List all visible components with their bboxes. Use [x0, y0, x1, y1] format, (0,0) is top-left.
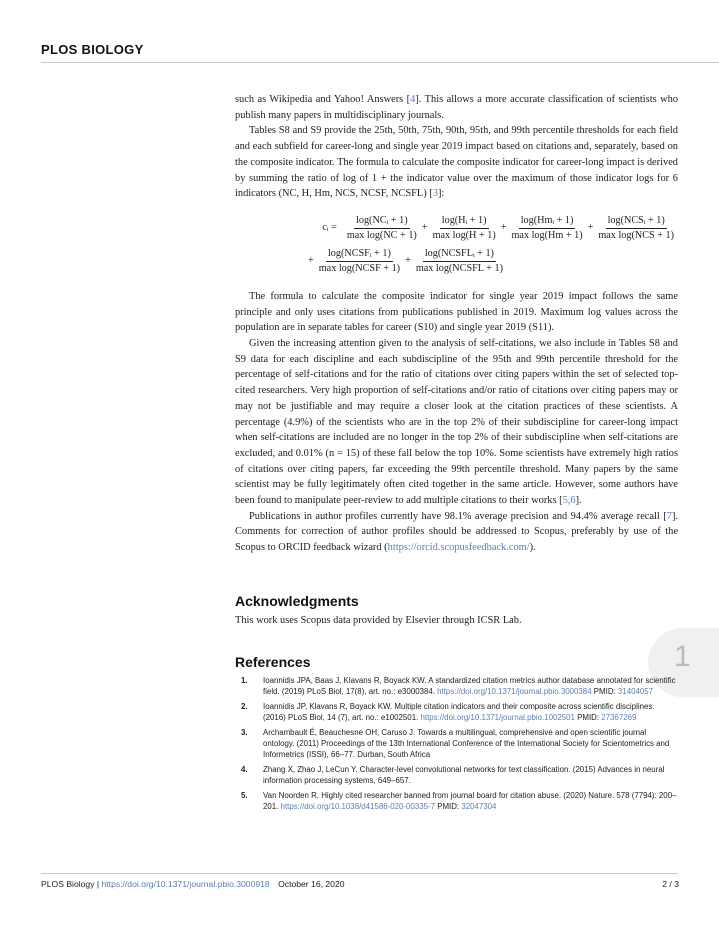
doi-link[interactable]: https://doi.org/10.1371/journal.pbio.1002501	[420, 712, 575, 722]
paragraph-4: Given the increasing attention given to the analysis of self-citations, we also include in Tables S8 and S9 data for each discipline and each subdiscipline of the 95th and 99th percentile threshold for the percentage of self-citations and for the ratio of citations over citing papers within the set of selected top-cited researchers. Very high proportion of self-citations and/or ratio of citations over citing papers may or may not be justifiable and may require a closer look at the citation practices of these scientists. A percentage (4.9%) of the scientists who are in the top 2% of their subdiscipline for career-long impact when self-citations are included are no longer in the top 2% of their subdiscipline when self-citations are excluded, and 0.01% (n = 15) of these fall below the top 10%. Some scientists have extremely high ratios of citations over citing papers, far exceeding the 99th percentile threshold. Many papers by the same scientist may be fully legitimately often cited together in the same article. However, some authors have been found to manipulate peer-review to add multiple citations to their works [5,6].	[235, 338, 678, 507]
paragraph-2: Tables S8 and S9 provide the 25th, 50th, 75th, 90th, 95th, and 99th percentile thresholds for each field and each subfield for career-long and single year 2019 impact based on citations and, separately, based on the composite indicator. The formula to calculate the composite indicator for career-long impact is derived by summing the ratio of log of 1 + the indicator value over the maximum of those indicator logs for 6 indicators (NC, H, Hm, NCS, NCSF, NCSFL) [3]:	[235, 125, 678, 200]
footer-divider	[41, 873, 678, 874]
doi-link[interactable]: https://doi.org/10.1038/d41586-020-00335-7	[280, 801, 435, 811]
composite-indicator-equation	[235, 215, 678, 275]
footer-journal: PLOS Biology |	[41, 879, 102, 889]
plus-sign: +	[421, 222, 428, 234]
plus-sign: +	[587, 222, 594, 234]
acknowledgments-heading: Acknowledgments	[235, 593, 359, 609]
reference-item: 2. Ioannidis JP, Klavans R, Boyack KW. Multiple citation indicators and their composite across scientific disciplines. (2016) PLoS Biol, 14 (7), art. no.: e1002501. https://doi.org/10.1371/journal.pbio.1002501 PMID: 27367269	[241, 702, 655, 722]
scopus-feedback-link[interactable]: https://orcid.scopusfeedback.com/	[387, 542, 530, 554]
equation-term: $\frac{\text{log(Hᵢ + 1)}}{\text{max log(H + 1)}}$	[432, 214, 496, 241]
pmid-link[interactable]: 27367269	[601, 712, 637, 722]
paragraph-5: Publications in author profiles currently have 98.1% average precision and 94.4% average recall [7]. Comments for correction of author profiles should be addressed to Scopus, preferably by use of the Scopus to ORCID feedback wizard (https://orcid.scopusfeedback.com/).	[235, 510, 678, 554]
reference-item: 5. Van Noorden R. Highly cited researcher banned from journal board for citation abuse. (2020) Nature. 578 (7794): 200–201. https://doi.org/10.1038/d41586-020-00335-7 PMID: 32047304	[241, 791, 677, 811]
equation-term: $\frac{\text{log(NCᵢ + 1)}}{\text{max log(NC + 1)}}$	[346, 214, 417, 241]
reference-item: 1. Ioannidis JPA, Baas J, Klavans R, Boyack KW. A standardized citation metrics author database annotated for scientific field. (2019) PLoS Biol, 17(8), art. no.: e3000384. https://doi.org/10.1371/journal.pbio.3000384 PMID: 31404057	[241, 676, 676, 696]
references-list	[238, 676, 678, 818]
citation-link[interactable]: 7	[666, 510, 672, 522]
footer-doi-link[interactable]: https://doi.org/10.1371/journal.pbio.3000918	[101, 879, 270, 889]
plus-sign: +	[405, 255, 411, 267]
pmid-link[interactable]: 32047304	[461, 801, 497, 811]
equation-term: $\frac{\text{log(Hmᵢ + 1)}}{\text{max log(Hm + 1)}}$	[511, 214, 583, 241]
citation-link[interactable]: 3	[432, 188, 438, 200]
reference-item: 4. Zhang X, Zhao J, LeCun Y. Character-level convolutional networks for text classification. (2015) Advances in neural information processing systems, 649–657.	[241, 765, 665, 785]
plus-sign: +	[308, 255, 314, 267]
equation-term: $\frac{\text{log(NCSFLᵢ + 1)}}{\text{max log(NCSFL + 1)}}$	[415, 247, 503, 274]
pmid-link[interactable]: 31404057	[617, 686, 654, 696]
doi-link[interactable]: https://doi.org/10.1371/journal.pbio.3000384	[437, 686, 592, 696]
footer-date: October 16, 2020	[278, 879, 345, 889]
header-divider	[41, 62, 719, 63]
citation-link[interactable]: 5,6	[562, 495, 576, 507]
reference-item: 3. Archambault É, Beauchesne OH, Caruso J. Towards a multilingual, comprehensive and open scientific journal ontology. (2011) Proceedings of the 13th International Conference of the International Society for Scientometrics and Informetrics (ISSI), 66–77. Durban, South Africa	[241, 728, 670, 759]
main-text	[235, 92, 678, 556]
equation-term: $\frac{\text{log(NCSFᵢ + 1)}}{\text{max log(NCSF + 1)}}$	[318, 247, 401, 274]
equation-lhs: cᵢ =	[322, 222, 337, 234]
equation-term: $\frac{\text{log(NCSᵢ + 1)}}{\text{max log(NCS + 1)}}$	[598, 214, 674, 241]
footer-page-number: 2 / 3	[662, 879, 679, 889]
journal-brand: PLOS BIOLOGY	[41, 42, 144, 57]
references-heading: References	[235, 654, 311, 670]
paragraph-1: such as Wikipedia and Yahoo! Answers [4]. This allows a more accurate classification of scientists who publish many papers in multidisciplinary journals.	[235, 94, 678, 121]
acknowledgments-text: This work uses Scopus data provided by Elsevier through ICSR Lab.	[235, 615, 522, 626]
page-number-tab: 1	[648, 628, 719, 697]
citation-link[interactable]: 4	[410, 94, 416, 105]
paragraph-3: The formula to calculate the composite indicator for single year 2019 impact follows the same principle and only uses citations from publications published in 2019. Maximum log values across the population are in separate tables for career (S10) and single year 2019 (S11).	[235, 290, 678, 334]
page-footer	[41, 879, 679, 889]
plus-sign: +	[500, 222, 507, 234]
